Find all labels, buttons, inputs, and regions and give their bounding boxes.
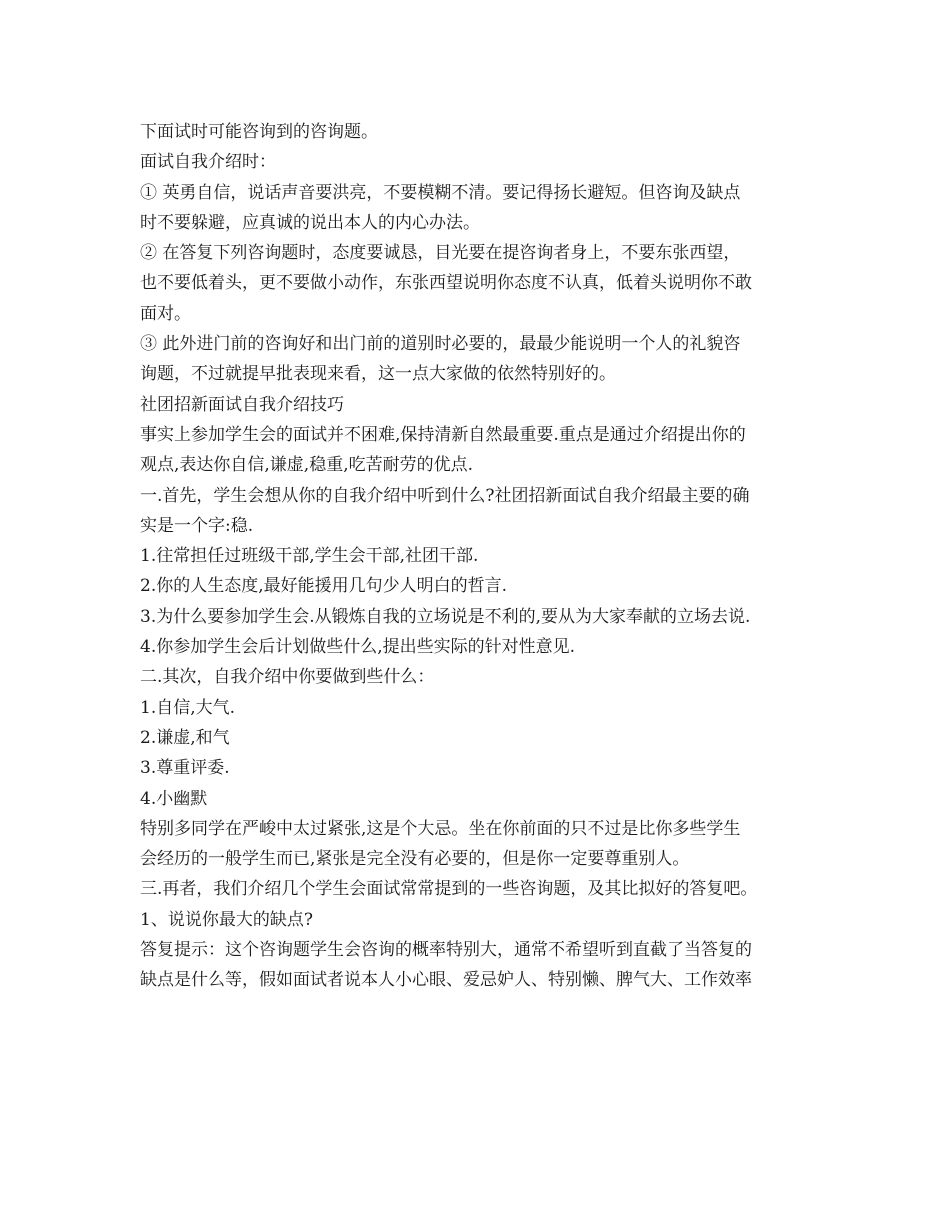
text-line: 观点,表达你自信,谦虚,稳重,吃苦耐劳的优点. <box>140 455 474 476</box>
text-line: 实是一个字:稳. <box>140 515 254 536</box>
text-line: 一.首先，学生会想从你的自我介绍中听到什么?社团招新面试自我介绍最主要的确 <box>140 485 750 506</box>
text-line: 面对。 <box>140 303 191 324</box>
text-line: 下面试时可能咨询到的咨询题。 <box>140 122 378 142</box>
list-item: 4.小幽默 <box>140 788 208 809</box>
text-line: 特别多同学在严峻中太过紧张,这是个大忌。坐在你前面的只不过是比你多些学生 <box>140 818 741 839</box>
text-line: 会经历的一般学生而已,紧张是完全没有必要的，但是你一定要尊重别人。 <box>140 849 690 870</box>
list-item: 3.尊重评委. <box>140 758 230 779</box>
text-line: 三.再者，我们介绍几个学生会面试常常提到的一些咨询题，及其比拟好的答复吧。 <box>140 879 758 900</box>
text-line: 时不要躲避，应真诚的说出本人的内心办法。 <box>140 212 480 233</box>
list-item: 2.谦虚,和气 <box>140 727 230 748</box>
list-item: 2.你的人生态度,最好能援用几句少人明白的哲言. <box>140 576 508 597</box>
text-line: 二.其次，自我介绍中你要做到些什么： <box>140 667 435 688</box>
text-line: 1、说说你最大的缺点? <box>140 909 313 930</box>
section-heading: 面试自我介绍时： <box>140 152 276 173</box>
list-item: 1.往常担任过班级干部,学生会干部,社团干部. <box>140 546 479 567</box>
text-line: 缺点是什么等，假如面试者说本人小心眼、爱忌妒人、特别懒、脾气大、工作效率 <box>140 970 752 991</box>
text-line: ① 英勇自信，说话声音要洪亮，不要模糊不清。要记得扬长避短。但咨询及缺点 <box>140 182 741 203</box>
list-item: 4.你参加学生会后计划做些什么,提出些实际的针对性意见. <box>140 637 576 658</box>
text-line: ② 在答复下列咨询题时，态度要诚恳，目光要在提咨询者身上，不要东张西望， <box>140 243 741 264</box>
document-body <box>140 117 820 996</box>
section-heading: 社团招新面试自我介绍技巧 <box>140 394 344 415</box>
text-line: 事实上参加学生会的面试并不困难,保持清新自然最重要.重点是通过介绍提出你的 <box>140 424 746 445</box>
text-line: ③ 此外进门前的咨询好和出门前的道别时必要的，最最少能说明一个人的礼貌咨 <box>140 334 741 355</box>
text-line: 询题，不过就提早批表现来看，这一点大家做的依然特别好的。 <box>140 364 616 385</box>
list-item: 1.自信,大气. <box>140 697 236 718</box>
text-line: 答复提示：这个咨询题学生会咨询的概率特别大，通常不希望听到直截了当答复的 <box>140 940 752 961</box>
list-item: 3.为什么要参加学生会.从锻炼自我的立场说是不利的,要从为大家奉献的立场去说. <box>140 606 751 627</box>
text-line: 也不要低着头，更不要做小动作，东张西望说明你态度不认真，低着头说明你不敢 <box>140 273 752 294</box>
